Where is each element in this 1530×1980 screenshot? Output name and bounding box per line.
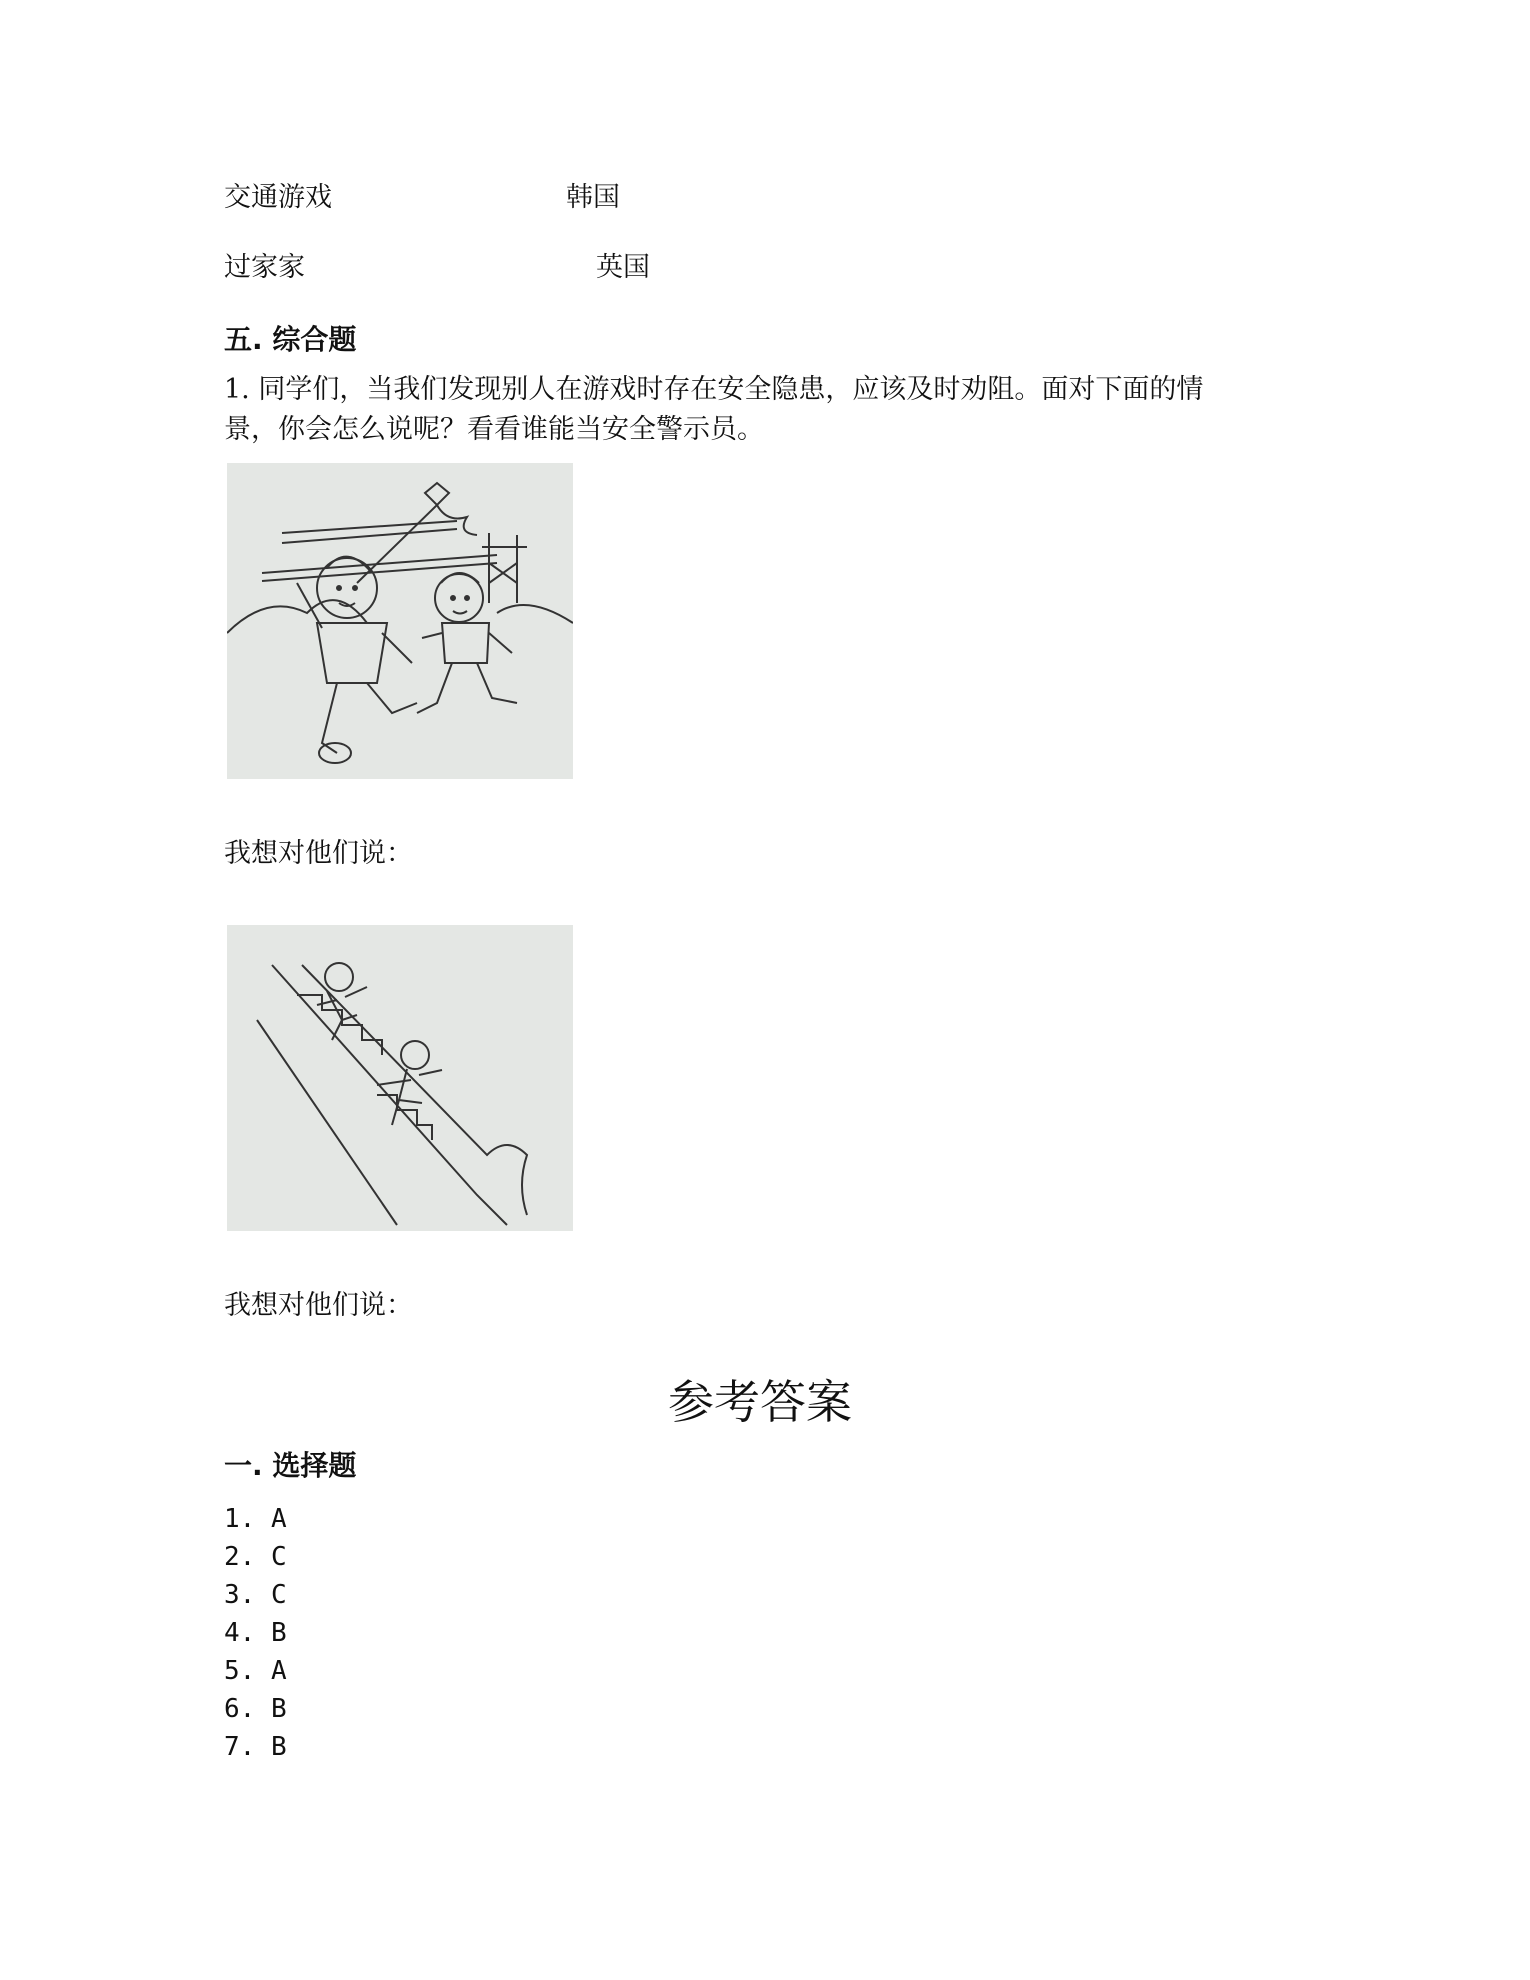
answer-section1-heading: 一. 选择题 <box>224 1449 357 1482</box>
match-row2-right: 英国 <box>596 252 650 283</box>
kite-near-power-lines-icon <box>227 463 573 779</box>
question-line1: 1. 同学们，当我们发现别人在游戏时存在安全隐患，应该及时劝阻。面对下面的情 <box>224 374 1204 405</box>
answer-item: 5. A <box>224 1656 287 1686</box>
match-row2-left: 过家家 <box>224 252 305 283</box>
answer-item: 1. A <box>224 1504 287 1534</box>
question-line2: 景，你会怎么说呢？看看谁能当安全警示员。 <box>224 414 764 445</box>
answer-item: 6. B <box>224 1694 287 1724</box>
match-row1-left: 交通游戏 <box>224 182 332 213</box>
answer-prompt-1: 我想对他们说： <box>224 838 413 869</box>
section5-heading: 五. 综合题 <box>224 323 357 356</box>
answer-item: 3. C <box>224 1580 287 1610</box>
figure-escalator <box>227 925 573 1231</box>
answer-item: 7. B <box>224 1732 287 1762</box>
match-row1-right: 韩国 <box>566 182 620 213</box>
answer-key-title: 参考答案 <box>668 1375 852 1429</box>
children-on-escalator-icon <box>227 925 573 1231</box>
answer-item: 4. B <box>224 1618 287 1648</box>
figure-kite-power-lines <box>227 463 573 779</box>
answer-item: 2. C <box>224 1542 287 1572</box>
answer-prompt-2: 我想对他们说： <box>224 1290 413 1321</box>
